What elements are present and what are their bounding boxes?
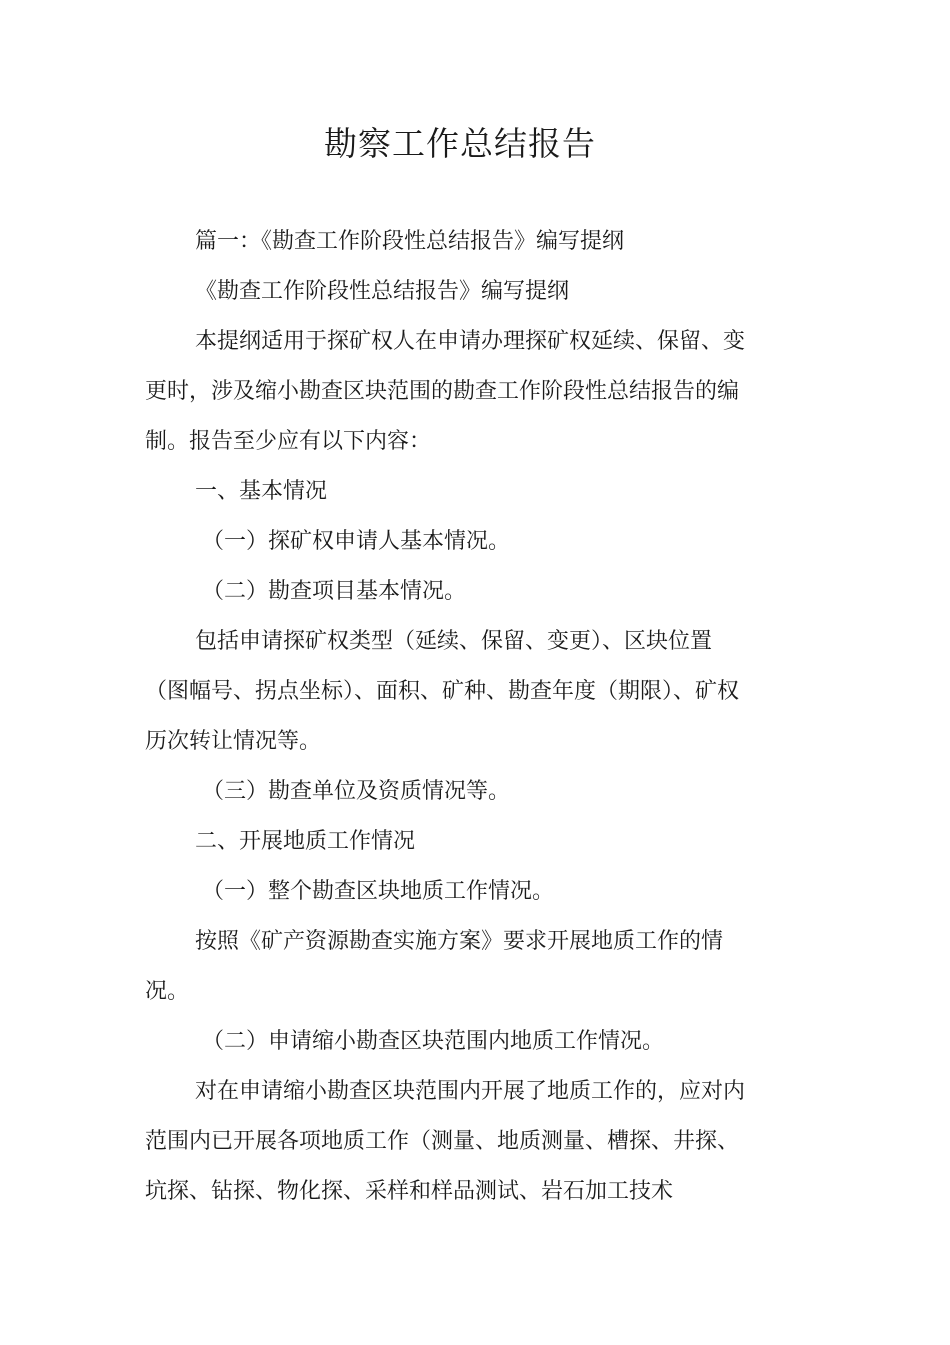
subsection-heading: （二）勘查项目基本情况。 bbox=[202, 579, 467, 604]
subsection-heading: （一）探矿权申请人基本情况。 bbox=[202, 529, 511, 554]
paragraph: 按照《矿产资源勘查实施方案》要求开展地质工作的情况。 bbox=[145, 929, 724, 1004]
subsection-heading: （一）整个勘查区块地质工作情况。 bbox=[202, 879, 555, 904]
paragraph: 包括申请探矿权类型（延续、保留、变更）、区块位置（图幅号、拐点坐标）、面积、矿种、勘查年度（期限）、矿权历次转让情况等。 bbox=[145, 629, 740, 754]
paragraph: 本提纲适用于探矿权人在申请办理探矿权延续、保留、变更时，涉及缩小勘查区块范围的勘查工作阶段性总结报告的编制。报告至少应有以下内容： bbox=[145, 329, 746, 454]
paragraph: 《勘查工作阶段性总结报告》编写提纲 bbox=[195, 279, 570, 304]
subsection-heading: （三）勘查单位及资质情况等。 bbox=[202, 779, 511, 804]
section-heading: 一、基本情况 bbox=[195, 479, 328, 504]
paragraph: 对在申请缩小勘查区块范围内开展了地质工作的，应对内范围内已开展各项地质工作（测量、地质测量、槽探、井探、坑探、钻探、物化探、采样和样品测试、岩石加工技术 bbox=[145, 1079, 746, 1204]
section-heading: 二、开展地质工作情况 bbox=[195, 829, 416, 854]
subsection-heading: （二）申请缩小勘查区块范围内地质工作情况。 bbox=[202, 1029, 665, 1054]
document-title: 勘察工作总结报告 bbox=[324, 124, 596, 163]
document-body bbox=[145, 217, 745, 1217]
paragraph: 篇一：《勘查工作阶段性总结报告》编写提纲 bbox=[195, 229, 625, 254]
